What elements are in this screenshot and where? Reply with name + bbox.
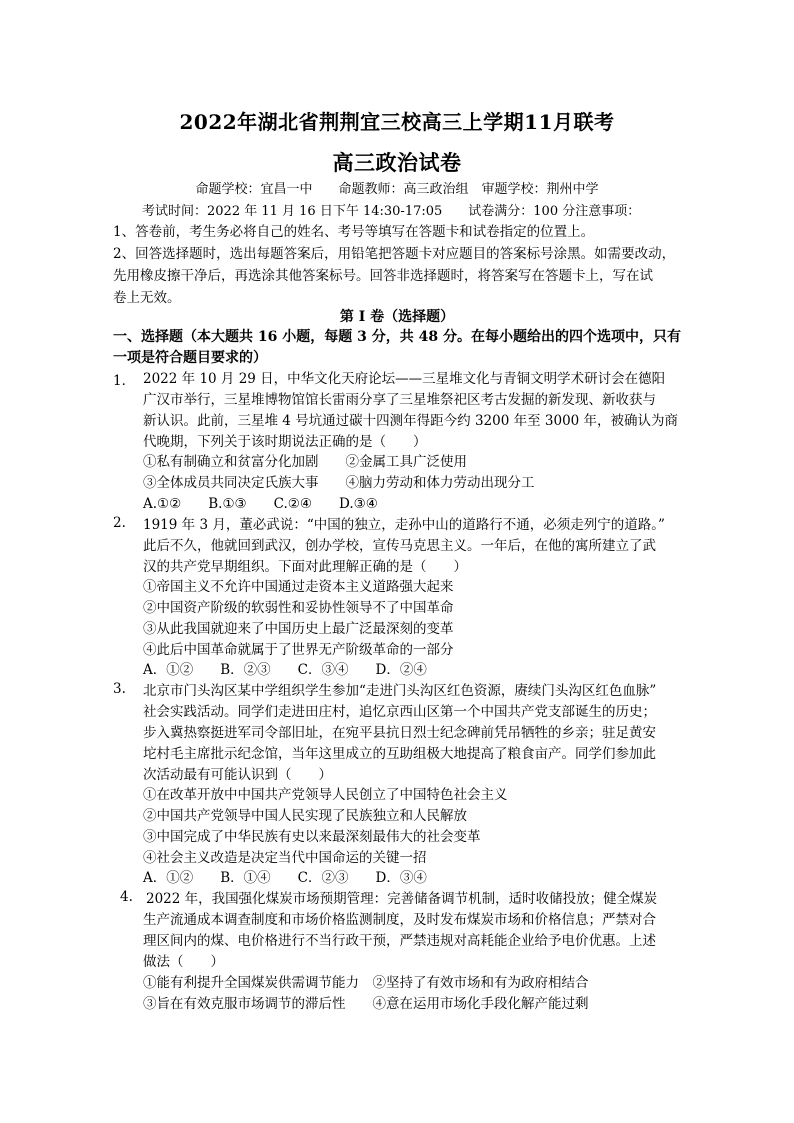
question-number: 3. — [113, 681, 126, 697]
question-option: ①能有利提升全国煤炭供需调节能力 ②坚持了有效市场和有为政府相结合 — [143, 975, 589, 991]
meta-authors: 命题学校：宜昌一中 命题教师：高三政治组 审题学校：荆州中学 — [195, 182, 599, 197]
answer-choices: A．①② B．①④ C．②③ D．③④ — [143, 870, 427, 886]
question-option: ③全体成员共同决定氏族大事 ④脑力劳动和体力劳动出现分工 — [143, 475, 535, 491]
question-text: 次活动最有可能认识到（ ） — [143, 767, 332, 783]
question-text: 2022 年 10 月 29 日，中华文化天府论坛——三星堆文化与青铜文明学术研讨会在德阳 — [143, 371, 666, 387]
question-text: 汉的共产党早期组织。下面对此理解正确的是（ ） — [143, 559, 467, 575]
meta-time: 考试时间：2022 年 11 月 16 日下午 14:30-17:05 试卷满分：100 分注意事项： — [142, 204, 641, 219]
question-option: ③从此我国就迎来了中国历史上最广泛最深刻的变革 — [143, 621, 454, 637]
note-line: 2、回答选择题时，选出每题答案后，用铅笔把答题卡对应题目的答案标号涂黑。如需要改动， — [113, 246, 676, 262]
question-text: 广汉市举行，三星堆博物馆馆长雷雨分享了三星堆祭祀区考古发掘的新发现、新收获与 — [143, 392, 656, 408]
answer-choices: A．①② B．②③ C．③④ D．②④ — [143, 662, 427, 678]
question-option: ④社会主义改造是决定当代中国命运的关键一招 — [143, 850, 427, 866]
section-heading: 第 I 卷（选择题） — [339, 309, 455, 325]
question-option: ③中国完成了中华民族有史以来最深刻最伟大的社会变革 — [143, 829, 481, 845]
question-option: ④此后中国革命就属于了世界无产阶级革命的一部分 — [143, 642, 454, 658]
question-option: ②中国共产党领导中国人民实现了民族独立和人民解放 — [143, 808, 467, 824]
question-number: 4. — [120, 889, 133, 905]
exam-title: 2022年湖北省荆荆宜三校高三上学期11月联考 — [179, 110, 615, 134]
note-line: 卷上无效。 — [113, 290, 181, 306]
question-option: ①帝国主义不允许中国通过走资本主义道路强大起来 — [143, 579, 454, 595]
question-text: 坨村毛主席批示纪念馆，当年这里成立的互助组极大地提高了粮食亩产。同学们参加此 — [143, 746, 656, 762]
question-option: ①私有制确立和贫富分化加剧 ②金属工具广泛使用 — [143, 454, 467, 470]
question-option: ③旨在有效克服市场调节的滞后性 ④意在运用市场化手段化解产能过剩 — [143, 996, 589, 1012]
question-text: 代晚期，下列关于该时期说法正确的是（ ） — [143, 434, 427, 450]
question-text: 步入冀热察挺进军司令部旧址，在宛平县抗日烈士纪念碑前凭吊牺牲的乡亲；驻足黄安 — [143, 725, 656, 741]
question-text: 社会实践活动。同学们走进田庄村，追忆京西山区第一个中国共产党支部诞生的历史； — [143, 704, 656, 720]
question-text: 做法（ ） — [143, 954, 224, 970]
question-text: 新认识。此前，三星堆 4 号坑通过碳十四测年得距今约 3200 年至 3000 年，被确认为商 — [143, 413, 679, 429]
question-text: 此后不久，他就回到武汉，创办学校，宣传马克思主义。一年后，在他的寓所建立了武 — [143, 538, 656, 554]
section-instruction: 一项是符合题目要求的） — [113, 350, 267, 366]
note-line: 1、答卷前，考生务必将自己的姓名、考号等填写在答题卡和试卷指定的位置上。 — [113, 224, 595, 240]
note-line: 先用橡皮擦干净后，再选涂其他答案标号。回答非选择题时，将答案写在答题卡上，写在试 — [113, 268, 653, 284]
question-text: 生产流通成本调查制度和市场价格监测制度，及时发布煤炭市场和价格信息；严禁对合 — [143, 912, 656, 928]
question-text: 理区间内的煤、电价格进行不当行政干预，严禁违规对高耗能企业给予电价优惠。上述 — [143, 933, 656, 949]
question-number: 1． — [113, 373, 136, 389]
question-text: 2022 年，我国强化煤炭市场预期管理：完善储备调节机制，适时收储投放；健全煤炭 — [146, 891, 658, 907]
question-option: ①在改革开放中中国共产党领导人民创立了中国特色社会主义 — [143, 787, 508, 803]
section-instruction: 一、选择题（本大题共 16 小题，每题 3 分，共 48 分。在每小题给出的四个选项中，只有 — [113, 329, 681, 345]
question-text: 1919 年 3 月，董必武说：“中国的独立，走孙中山的道路行不通，必须走列宁的道路。” — [143, 517, 665, 533]
answer-choices: A.①② B.①③ C.②④ D.③④ — [143, 496, 378, 512]
exam-subtitle: 高三政治试卷 — [332, 150, 462, 175]
question-option: ②中国资产阶级的软弱性和妥协性领导不了中国革命 — [143, 600, 454, 616]
question-text: 北京市门头沟区某中学组织学生参加“走进门头沟区红色资源，赓续门头沟区红色血脉” — [143, 683, 657, 699]
question-number: 2. — [113, 515, 126, 531]
